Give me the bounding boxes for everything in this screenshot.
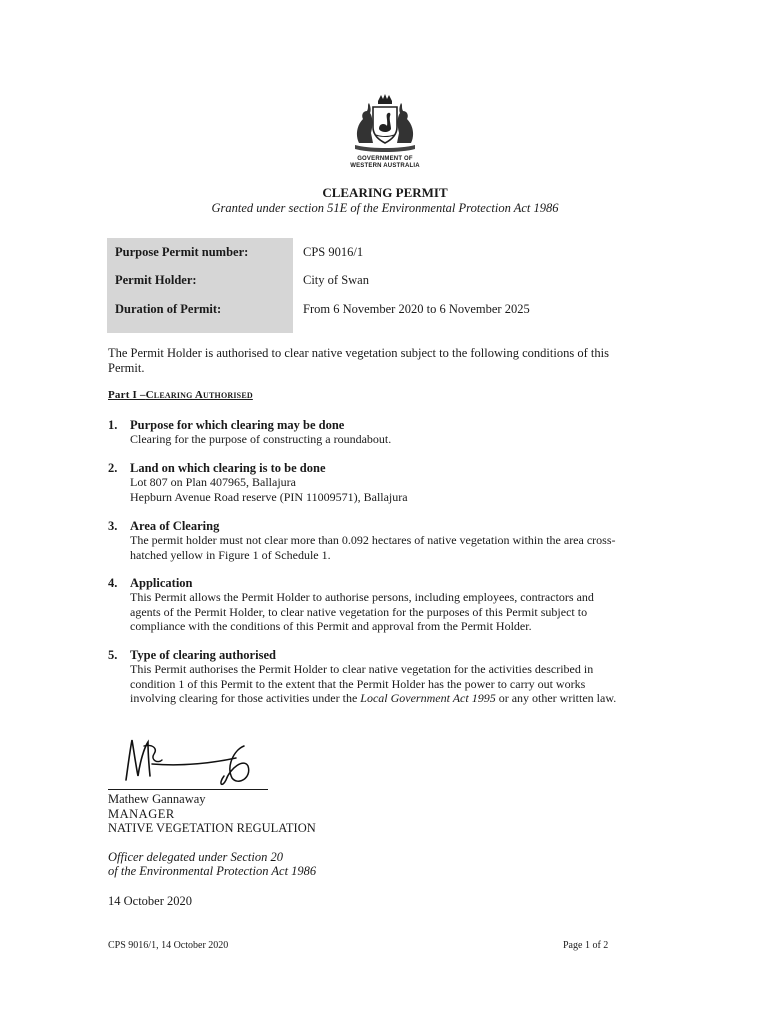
condition-heading: Area of Clearing — [130, 519, 220, 533]
intro-line-1: The Permit Holder is authorised to clear native vegetation subject to the following conditions of this — [108, 346, 609, 360]
condition-line: The permit holder must not clear more than 0.092 hectares of native vegetation within the area cross- — [130, 533, 616, 547]
condition-text: involving clearing for those activities under the — [130, 691, 361, 705]
signature-date: 14 October 2020 — [108, 894, 193, 908]
document-subtitle: Granted under section 51E of the Environmental Protection Act 1986 — [211, 201, 559, 215]
permit-holder-label: Permit Holder: — [115, 273, 197, 287]
condition-body — [130, 662, 670, 706]
document-title: CLEARING PERMIT — [322, 185, 448, 200]
condition-body — [130, 590, 670, 634]
permit-holder-value: City of Swan — [303, 273, 369, 287]
signatory-role: MANAGER — [108, 807, 175, 821]
duration-value: From 6 November 2020 to 6 November 2025 — [303, 302, 530, 316]
act-name: Local Government Act 1995 — [360, 691, 496, 705]
condition-line: agents of the Permit Holder, to clear native vegetation for the purposes of this Permit subject to — [130, 604, 588, 619]
page-number: Page 1 of 2 — [563, 940, 609, 951]
part-heading-prefix: Part I – — [108, 389, 146, 401]
signatory-name: Mathew Gannaway — [108, 792, 206, 806]
condition-heading: Type of clearing authorised — [130, 648, 276, 662]
condition-line: This Permit authorises the Permit Holder to clear native vegetation for the activities described in — [130, 662, 594, 676]
condition-number: 1. — [108, 418, 118, 432]
part-heading-rest: Clearing Authorised — [145, 389, 253, 401]
condition-line: hatched yellow in Figure 1 of Schedule 1. — [130, 547, 331, 562]
permit-number-value: CPS 9016/1 — [303, 245, 364, 259]
condition-line-last — [130, 691, 670, 706]
condition-body — [130, 533, 670, 562]
condition-line: Clearing for the purpose of constructing a roundabout. — [130, 432, 392, 446]
intro-line-2: Permit. — [108, 361, 145, 375]
intro-paragraph — [108, 346, 668, 376]
condition-line: Hepburn Avenue Road reserve (PIN 11009571), Ballajura — [130, 489, 408, 504]
govt-line-1: GOVERNMENT OF — [357, 156, 413, 162]
condition-heading: Application — [130, 576, 193, 590]
condition-number: 2. — [108, 461, 118, 475]
delegation-line-1: Officer delegated under Section 20 — [108, 850, 283, 864]
duration-label: Duration of Permit: — [115, 302, 222, 316]
signatory-unit: NATIVE VEGETATION REGULATION — [108, 821, 316, 835]
condition-line: Lot 807 on Plan 407965, Ballajura — [130, 475, 296, 489]
permit-number-label: Purpose Permit number: — [115, 245, 249, 259]
condition-number: 4. — [108, 576, 118, 590]
condition-body — [130, 432, 670, 447]
condition-body — [130, 475, 670, 504]
condition-line: condition 1 of this Permit to the extent that the Permit Holder has the power to carry out works — [130, 676, 586, 691]
condition-text: or any other written law. — [495, 691, 617, 705]
delegation-line-2: of the Environmental Protection Act 1986 — [108, 864, 317, 878]
condition-heading: Purpose for which clearing may be done — [130, 418, 345, 432]
condition-line: This Permit allows the Permit Holder to authorise persons, including employees, contractors and — [130, 590, 594, 604]
condition-heading: Land on which clearing is to be done — [130, 461, 326, 475]
handwritten-signature — [118, 736, 268, 788]
govt-line-2: WESTERN AUSTRALIA — [350, 163, 420, 169]
condition-line: compliance with the conditions of this Permit and approval from the Permit Holder. — [130, 619, 532, 633]
condition-number: 5. — [108, 648, 118, 662]
wa-coat-of-arms-icon — [345, 93, 425, 155]
signature-line — [108, 789, 268, 790]
condition-number: 3. — [108, 519, 118, 533]
part-heading — [108, 389, 253, 401]
footer-reference: CPS 9016/1, 14 October 2020 — [108, 940, 229, 951]
